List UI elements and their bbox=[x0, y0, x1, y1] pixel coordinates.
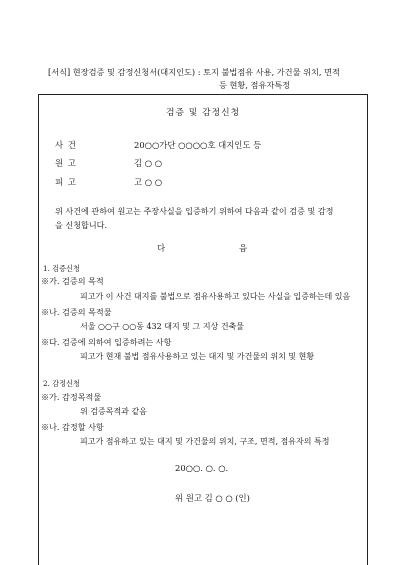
heading-eum: 음 bbox=[239, 243, 248, 253]
defendant-value: 고 ○ ○ bbox=[134, 177, 163, 187]
s1a-title: ※가. 검증의 목적 bbox=[41, 276, 104, 286]
form-title: 검증 및 감정신청 bbox=[166, 108, 241, 118]
signature-line: 위 원고 김 ○ ○ (인) bbox=[175, 493, 250, 503]
intro-text-continued: 을 신청합니다. bbox=[55, 220, 108, 230]
plaintiff-value: 김 ○ ○ bbox=[134, 158, 163, 168]
s1c-text: 피고가 현재 불법 점유사용하고 있는 대지 및 가건물의 위치 및 현황 bbox=[80, 352, 315, 361]
section2-title: 2. 감정신청 bbox=[43, 379, 80, 388]
s1a-text: 피고가 이 사건 대지를 불법으로 점유사용하고 있다는 사실을 입증하는데 있음 bbox=[80, 292, 351, 301]
s2b-title: ※나. 감정할 사항 bbox=[41, 422, 104, 432]
case-value: 20○○가단 ○○○○호 대지인도 등 bbox=[134, 140, 262, 150]
plaintiff-label: 원 고 bbox=[55, 158, 77, 168]
document-heading-continued: 등 현황, 점유자특정 bbox=[219, 80, 291, 90]
document-heading: [서식] 현장검증 및 감정신청서(대지인도) : 토지 불법점유 사용, 가건물 위치, 면적 bbox=[48, 67, 340, 77]
application-form bbox=[38, 94, 368, 565]
heading-da: 다 bbox=[157, 243, 166, 253]
defendant-label: 피 고 bbox=[55, 177, 77, 187]
filing-date: 20○○. ○. ○. bbox=[175, 463, 229, 473]
intro-text: 위 사건에 관하여 원고는 주장사실을 입증하기 위하여 다음과 같이 검증 및 감정 bbox=[55, 206, 334, 216]
s1c-title: ※다. 검증에 의하여 입증하려는 사항 bbox=[41, 337, 172, 347]
section1-title: 1. 검증신청 bbox=[43, 264, 80, 273]
s2b-text: 피고가 점유하고 있는 대지 및 가건물의 위치, 구조, 면적, 점유자의 특정 bbox=[80, 437, 330, 446]
s1b-title: ※나. 검증의 목적물 bbox=[41, 307, 112, 317]
s1b-text: 서울 ○○구 ○○동 432 대지 및 그 지상 건축물 bbox=[80, 322, 244, 331]
s2a-text: 위 검증목적과 같음 bbox=[80, 407, 147, 416]
s2a-title: ※가. 감정목적물 bbox=[41, 392, 102, 402]
case-label: 사 건 bbox=[55, 140, 77, 150]
